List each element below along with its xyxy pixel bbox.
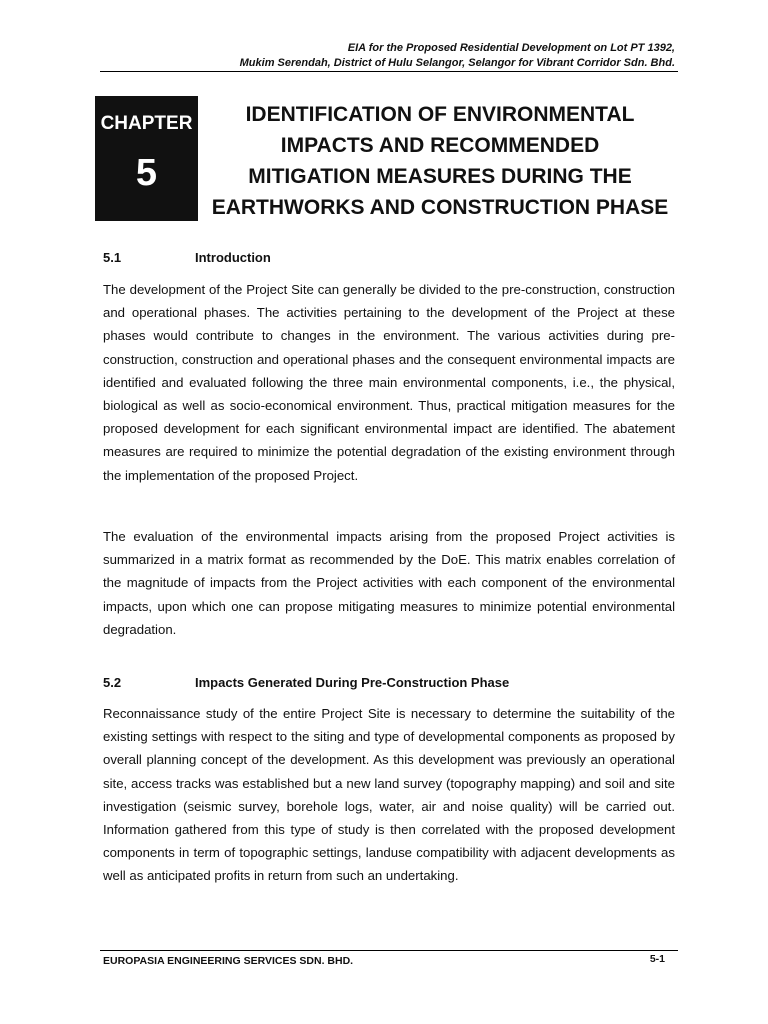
header-divider [100, 71, 678, 72]
running-header [100, 41, 675, 71]
paragraph: The development of the Project Site can generally be divided to the pre-construction, construction and operational phases. The activities pertaining to the development of the Project at these phases would contribute to changes in the environment. The various activities during pre-construction, construction and operational phases and the consequent environmental impacts are identified and evaluated following the three main environmental components, i.e., the physical, biological as well as socio-economical environment. Thus, practical mitigation measures for the proposed development for each significant environmental impact are identified. The abatement measures are required to minimize the potential degradation of the existing environment through the implementation of the proposed Project. [103, 282, 675, 483]
paragraph: The evaluation of the environmental impacts arising from the proposed Project activities is summarized in a matrix format as recommended by the DoE. This matrix enables correlation of the magnitude of impacts from the Project activities with each component of the environmental impacts, upon which one can propose mitigating measures to minimize potential environmental degradation. [103, 529, 675, 637]
section-heading-5-1 [103, 250, 678, 265]
chapter-title-line: MITIGATION MEASURES DURING THE [248, 165, 632, 188]
page-number: 5-1 [649, 953, 665, 965]
chapter-title-line: IMPACTS AND RECOMMENDED [280, 134, 600, 157]
chapter-title [204, 99, 676, 223]
section-number: 5.1 [103, 250, 122, 265]
header-line-2: Mukim Serendah, District of Hulu Selangor, Selangor for Vibrant Corridor Sdn. Bhd. [239, 57, 675, 69]
section-title: Introduction [195, 250, 271, 265]
header-line-1: EIA for the Proposed Residential Development on Lot PT 1392, [347, 42, 675, 54]
chapter-title-line: IDENTIFICATION OF ENVIRONMENTAL [245, 103, 635, 126]
chapter-label: CHAPTER [100, 113, 193, 134]
section-title: Impacts Generated During Pre-Construction Phase [195, 675, 510, 690]
chapter-box [95, 96, 198, 221]
chapter-number: 5 [135, 152, 158, 194]
section-number: 5.2 [103, 675, 122, 690]
chapter-title-line: EARTHWORKS AND CONSTRUCTION PHASE [211, 196, 669, 219]
footer-company: EUROPASIA ENGINEERING SERVICES SDN. BHD. [103, 955, 354, 967]
paragraph: Reconnaissance study of the entire Project Site is necessary to determine the suitability of the existing settings with respect to the siting and type of developmental components as proposed by overall planning concept of the development. As this development was previously an operational site, access tracks was established but a new land survey (topography mapping) and soil and site investigation (seismic survey, borehole logs, water, air and noise quality) will be carried out. Information gathered from this type of study is then correlated with the proposed development components in term of topographic settings, landuse compatibility with adjacent developments as well as anticipated profits in return from such an undertaking. [103, 706, 675, 884]
footer-divider [100, 950, 678, 951]
section-heading-5-2 [103, 675, 678, 690]
